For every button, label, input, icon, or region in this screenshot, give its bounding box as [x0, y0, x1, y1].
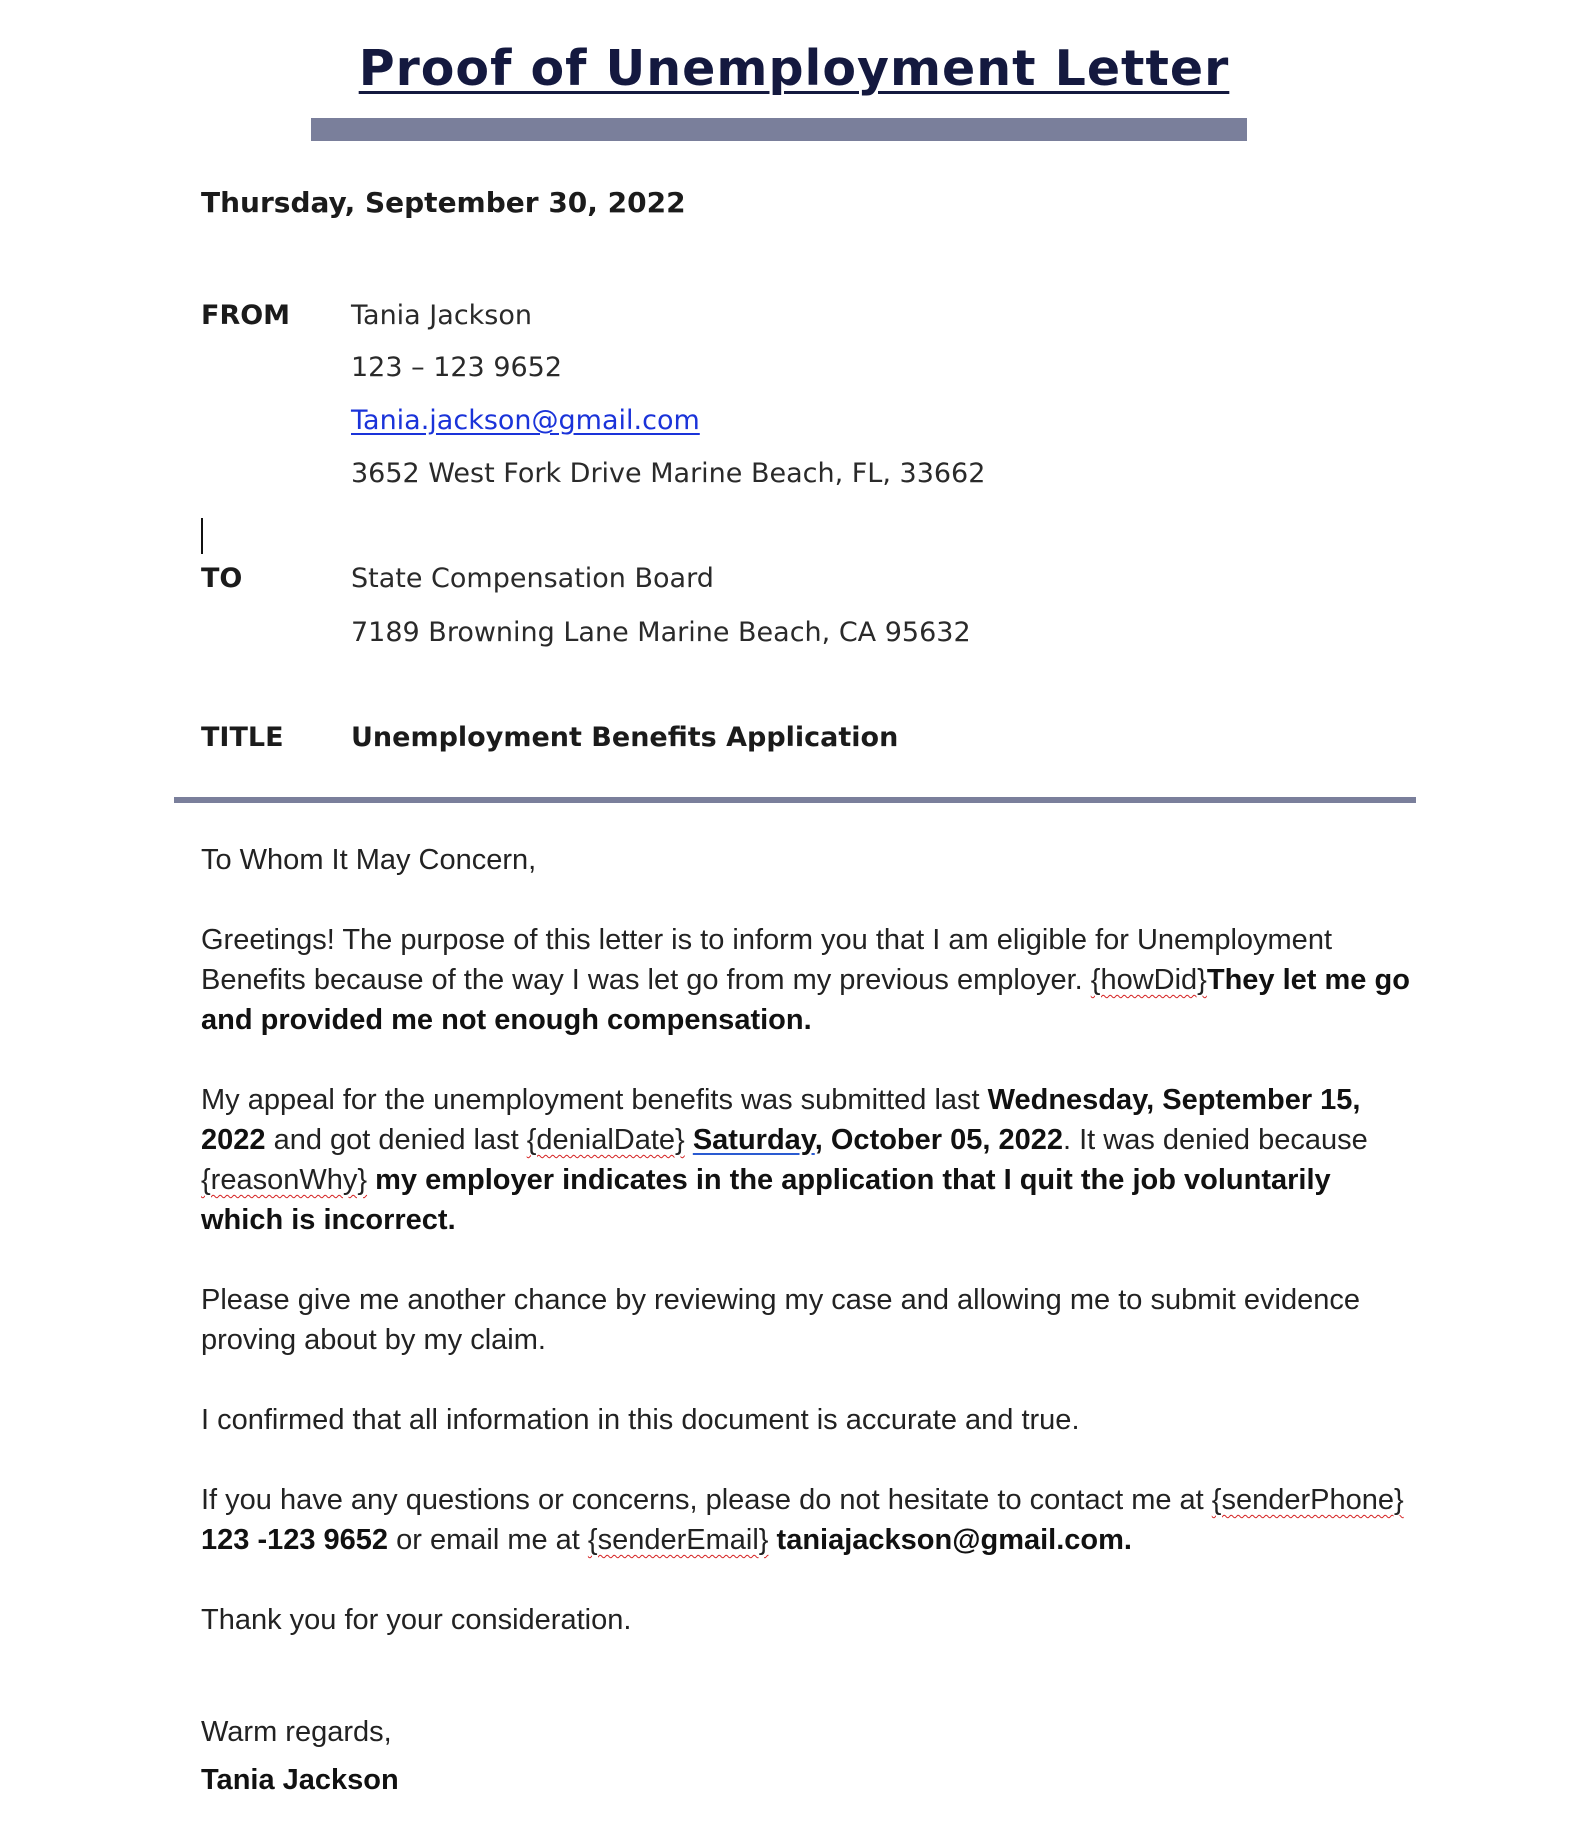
paragraph-request: Please give me another chance by reviewing my case and allowing me to submit evidence proving about by my claim.: [201, 1284, 1361, 1356]
p2-denial-day: Saturday: [692, 1124, 815, 1156]
paragraph-confirmation: I confirmed that all information in this document is accurate and true.: [201, 1404, 1080, 1436]
salutation: To Whom It May Concern,: [201, 844, 537, 876]
from-email-link[interactable]: [351, 405, 700, 436]
placeholder-senderemail: {senderEmail}: [587, 1524, 769, 1556]
from-name: Tania Jackson: [351, 300, 532, 331]
p2-appeal-date: Wednesday, September 15, 2022: [201, 1084, 1361, 1156]
letter-body: [201, 840, 1411, 1680]
placeholder-denialdate: {denialDate}: [526, 1124, 685, 1156]
p1-text: Greetings! The purpose of this letter is to inform you that I am eligible for Unemployment Benefits because of the way I was let go from my previous employer.: [201, 924, 1332, 996]
placeholder-howdid: {howDid}: [1090, 964, 1207, 996]
title-underline-bar: [311, 118, 1247, 141]
signature-name: Tania Jackson: [201, 1764, 399, 1796]
letter-title: Proof of Unemployment Letter: [358, 40, 1230, 97]
paragraph-eligibility: [201, 920, 1411, 1040]
p1-bold: They let me go and provided me not enough compensation.: [201, 964, 1410, 1036]
paragraph-contact: [201, 1480, 1411, 1560]
subject-value: Unemployment Benefits Application: [351, 722, 899, 753]
paragraph-appeal: [201, 1080, 1411, 1240]
p2-text-a: My appeal for the unemployment benefits was submitted last: [201, 1084, 988, 1116]
from-phone: 123 – 123 9652: [351, 352, 563, 383]
p5-text-a: If you have any questions or concerns, please do not hesitate to contact me at: [201, 1484, 1212, 1516]
p2-denial-date: , October 05, 2022: [814, 1124, 1064, 1156]
p2-text-b: and got denied last: [265, 1124, 527, 1156]
letter-date: Thursday, September 30, 2022: [201, 186, 686, 219]
signoff: Warm regards,: [201, 1716, 392, 1748]
closing-block: [201, 1708, 399, 1804]
placeholder-senderphone: {senderPhone}: [1211, 1484, 1404, 1516]
p5-text-b: or email me at: [388, 1524, 588, 1556]
header-divider: [174, 797, 1416, 803]
p2-text-c: . It was denied because: [1063, 1124, 1368, 1156]
from-label: FROM: [201, 300, 291, 331]
to-name: State Compensation Board: [351, 563, 714, 594]
from-address: 3652 West Fork Drive Marine Beach, FL, 33662: [351, 458, 986, 489]
to-label: TO: [201, 563, 243, 594]
p5-phone: 123 -123 9652: [201, 1524, 389, 1556]
p2-reason: my employer indicates in the application that I quit the job voluntarily which is incorrect.: [201, 1164, 1331, 1236]
subject-label: TITLE: [201, 722, 284, 753]
p5-email: taniajackson@gmail.com.: [776, 1524, 1132, 1556]
text-cursor: [201, 518, 203, 554]
from-email[interactable]: Tania.jackson@gmail.com: [351, 405, 700, 436]
to-address: 7189 Browning Lane Marine Beach, CA 95632: [351, 617, 971, 648]
paragraph-thanks: Thank you for your consideration.: [201, 1604, 632, 1636]
placeholder-reasonwhy: {reasonWhy}: [201, 1164, 368, 1196]
